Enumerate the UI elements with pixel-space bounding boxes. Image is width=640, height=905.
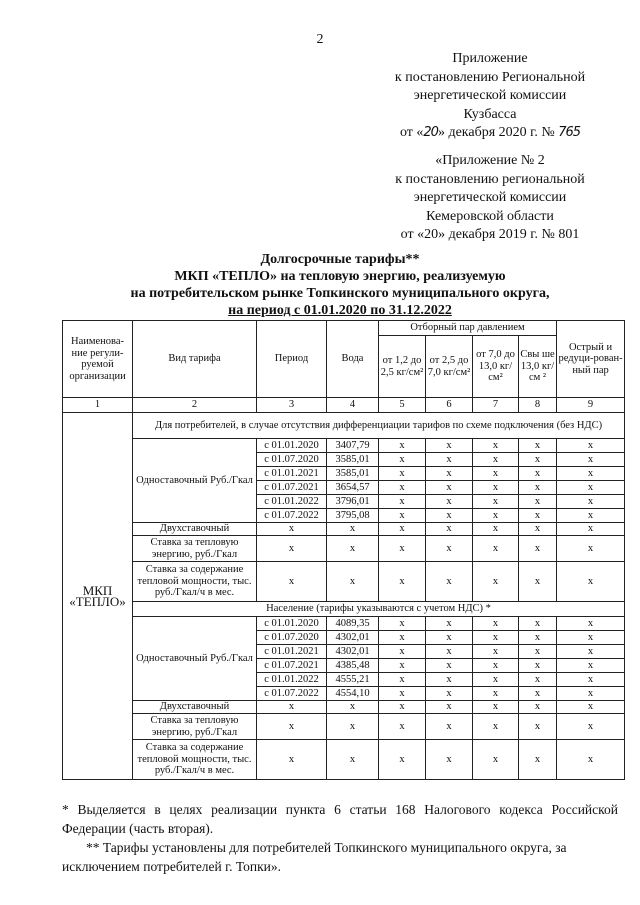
x-cell: х <box>557 481 625 495</box>
document-title: Долгосрочные тарифы** МКП «ТЕПЛО» на тепловую энергию, реализуемую на потребительском рынке Топкинского муниципального округа, на период с 01.01.2020 по 31.12.2022 <box>130 252 550 318</box>
period-cell: с 01.01.2020 <box>257 617 327 631</box>
x-cell: х <box>519 439 557 453</box>
column-number: 5 <box>379 398 426 413</box>
x-cell: х <box>257 562 327 602</box>
page-number: 2 <box>316 32 324 47</box>
period-cell: с 01.07.2022 <box>257 687 327 701</box>
x-cell: х <box>473 453 519 467</box>
two-rate-label: Двухставочный <box>133 523 257 536</box>
annex-line: Кемеровской области <box>426 208 554 224</box>
period-cell: с 01.01.2022 <box>257 673 327 687</box>
annex-header <box>370 50 610 143</box>
x-cell: х <box>519 481 557 495</box>
x-cell: х <box>473 495 519 509</box>
x-cell: х <box>426 453 473 467</box>
column-number: 9 <box>557 398 625 413</box>
single-rate-label: Одноставочный Руб./Гкал <box>133 439 257 523</box>
period-cell: с 01.01.2021 <box>257 467 327 481</box>
column-number: 1 <box>63 398 133 413</box>
x-cell: х <box>426 687 473 701</box>
header-tariff-type: Вид тарифа <box>133 321 257 398</box>
header-steam-group: Отборный пар давлением <box>379 321 557 336</box>
x-cell: х <box>473 701 519 714</box>
column-numbers-row <box>63 398 625 413</box>
water-value: 4089,35 <box>327 617 379 631</box>
table-row <box>63 439 625 453</box>
table-row <box>63 617 625 631</box>
x-cell: х <box>519 523 557 536</box>
x-cell: х <box>426 714 473 740</box>
x-cell: х <box>519 509 557 523</box>
capacity-rate-label: Ставка за содержание тепловой мощности, тыс. руб./Гкал/ч в мес. <box>133 740 257 780</box>
water-value: 3585,01 <box>327 467 379 481</box>
x-cell: х <box>257 536 327 562</box>
x-cell: х <box>519 617 557 631</box>
header-period: Период <box>257 321 327 398</box>
water-value: 4302,01 <box>327 645 379 659</box>
x-cell: х <box>557 453 625 467</box>
x-cell: х <box>379 536 426 562</box>
x-cell: х <box>519 714 557 740</box>
x-cell: х <box>557 495 625 509</box>
x-cell: х <box>327 714 379 740</box>
annex-line: Кузбасса <box>463 106 517 122</box>
x-cell: х <box>519 687 557 701</box>
x-cell: х <box>257 714 327 740</box>
x-cell: х <box>379 645 426 659</box>
water-value: 3796,01 <box>327 495 379 509</box>
x-cell: х <box>557 562 625 602</box>
x-cell: х <box>379 562 426 602</box>
header-steam-3: от 7,0 до 13,0 кг/см² <box>473 336 519 398</box>
x-cell: х <box>426 631 473 645</box>
handwritten-number: 765 <box>558 125 581 140</box>
x-cell: х <box>473 467 519 481</box>
header-steam-4: Свы ше 13,0 кг/см ² <box>519 336 557 398</box>
section-title-row <box>63 602 625 617</box>
water-value: 3585,01 <box>327 453 379 467</box>
water-value: 3407,79 <box>327 439 379 453</box>
x-cell: х <box>379 631 426 645</box>
x-cell: х <box>519 453 557 467</box>
x-cell: х <box>426 439 473 453</box>
x-cell: х <box>426 467 473 481</box>
water-value: 3795,08 <box>327 509 379 523</box>
period-cell: с 01.01.2020 <box>257 439 327 453</box>
x-cell: х <box>557 673 625 687</box>
x-cell: х <box>557 687 625 701</box>
x-cell: х <box>473 523 519 536</box>
water-value: 4554,10 <box>327 687 379 701</box>
x-cell: х <box>557 439 625 453</box>
section-title: Для потребителей, в случае отсутствия дифференциации тарифов по схеме подключения (без НДС) <box>133 413 625 439</box>
annex-date-line: от «20» декабря 2020 г. № 765 <box>399 125 581 140</box>
x-cell: х <box>379 523 426 536</box>
x-cell: х <box>557 645 625 659</box>
table-header-row <box>63 321 625 336</box>
period-cell: с 01.07.2022 <box>257 509 327 523</box>
header-sharp-steam: Острый и редуци-рован-ный пар <box>557 321 625 398</box>
capacity-rate-row <box>63 562 625 602</box>
footnote-consumers: ** Тарифы установлены для потребителей Топкинского муниципального округа, за исключением потребителей г. Топки». <box>62 840 567 874</box>
x-cell: х <box>426 659 473 673</box>
x-cell: х <box>327 536 379 562</box>
annex-line: от «20» декабря 2019 г. № 801 <box>400 227 580 242</box>
x-cell: х <box>557 536 625 562</box>
single-rate-label: Одноставочный Руб./Гкал <box>133 617 257 701</box>
section-title: Население (тарифы указываются с учетом НДС) * <box>133 602 625 617</box>
capacity-rate-label: Ставка за содержание тепловой мощности, тыс. руб./Гкал/ч в мес. <box>133 562 257 602</box>
period-cell: с 01.01.2021 <box>257 645 327 659</box>
column-number: 6 <box>426 398 473 413</box>
x-cell: х <box>426 495 473 509</box>
x-cell: х <box>557 523 625 536</box>
heat-rate-row <box>63 714 625 740</box>
organization-name: МКП «ТЕПЛО» <box>63 413 133 780</box>
heat-rate-label: Ставка за тепловую энергию, руб./Гкал <box>133 714 257 740</box>
two-rate-row <box>63 523 625 536</box>
x-cell: х <box>327 740 379 780</box>
heat-rate-row <box>63 536 625 562</box>
two-rate-label: Двухставочный <box>133 701 257 714</box>
x-cell: х <box>557 701 625 714</box>
header-steam-2: от 2,5 до 7,0 кг/см² <box>426 336 473 398</box>
period-cell: с 01.07.2020 <box>257 631 327 645</box>
x-cell: х <box>327 701 379 714</box>
annex-line: энергетической комиссии <box>413 190 567 205</box>
x-cell: х <box>379 659 426 673</box>
x-cell: х <box>426 701 473 714</box>
x-cell: х <box>257 740 327 780</box>
column-number: 4 <box>327 398 379 413</box>
x-cell: х <box>473 673 519 687</box>
annex-line: к постановлению Региональной <box>394 69 586 85</box>
annex-reference <box>370 152 610 245</box>
x-cell: х <box>557 740 625 780</box>
period-cell: с 01.01.2022 <box>257 495 327 509</box>
column-number: 8 <box>519 398 557 413</box>
x-cell: х <box>426 645 473 659</box>
section-title-row <box>63 413 625 439</box>
x-cell: х <box>557 509 625 523</box>
x-cell: х <box>557 714 625 740</box>
capacity-rate-row <box>63 740 625 780</box>
annex-line: «Приложение № 2 <box>435 153 545 168</box>
x-cell: х <box>379 453 426 467</box>
x-cell: х <box>557 467 625 481</box>
header-water: Вода <box>327 321 379 398</box>
footnote-vat: * Выделяется в целях реализации пункта 6 статьи 168 Налогового кодекса Российской Федерации (часть вторая). <box>62 802 618 836</box>
x-cell: х <box>473 481 519 495</box>
x-cell: х <box>327 523 379 536</box>
x-cell: х <box>379 509 426 523</box>
x-cell: х <box>519 673 557 687</box>
x-cell: х <box>327 562 379 602</box>
x-cell: х <box>473 536 519 562</box>
x-cell: х <box>519 645 557 659</box>
x-cell: х <box>426 481 473 495</box>
heat-rate-label: Ставка за тепловую энергию, руб./Гкал <box>133 536 257 562</box>
period-cell: с 01.07.2021 <box>257 659 327 673</box>
x-cell: х <box>379 481 426 495</box>
x-cell: х <box>519 562 557 602</box>
x-cell: х <box>473 659 519 673</box>
tariff-table <box>62 320 625 780</box>
x-cell: х <box>557 631 625 645</box>
x-cell: х <box>519 740 557 780</box>
annex-line: энергетической комиссии <box>413 88 567 103</box>
x-cell: х <box>426 562 473 602</box>
x-cell: х <box>473 562 519 602</box>
x-cell: х <box>426 536 473 562</box>
annex-line: Приложение <box>452 51 528 66</box>
period-cell: с 01.07.2020 <box>257 453 327 467</box>
x-cell: х <box>379 673 426 687</box>
x-cell: х <box>379 439 426 453</box>
x-cell: х <box>519 467 557 481</box>
water-value: 4385,48 <box>327 659 379 673</box>
x-cell: х <box>473 687 519 701</box>
water-value: 4302,01 <box>327 631 379 645</box>
x-cell: х <box>473 631 519 645</box>
two-rate-row <box>63 701 625 714</box>
x-cell: х <box>426 673 473 687</box>
x-cell: х <box>426 740 473 780</box>
x-cell: х <box>473 509 519 523</box>
footnotes <box>62 800 618 876</box>
x-cell: х <box>519 495 557 509</box>
x-cell: х <box>426 617 473 631</box>
header-steam-1: от 1,2 до 2,5 кг/см² <box>379 336 426 398</box>
header-org: Наименова-ние регули-руемой организации <box>63 321 133 398</box>
water-value: 4555,21 <box>327 673 379 687</box>
x-cell: х <box>519 659 557 673</box>
x-cell: х <box>473 439 519 453</box>
annex-line: к постановлению региональной <box>395 171 585 187</box>
x-cell: х <box>473 645 519 659</box>
x-cell: х <box>473 740 519 780</box>
x-cell: х <box>257 523 327 536</box>
handwritten-day: 20 <box>423 125 438 140</box>
x-cell: х <box>557 659 625 673</box>
x-cell: х <box>519 701 557 714</box>
x-cell: х <box>379 687 426 701</box>
water-value: 3654,57 <box>327 481 379 495</box>
x-cell: х <box>379 714 426 740</box>
x-cell: х <box>519 631 557 645</box>
x-cell: х <box>426 523 473 536</box>
x-cell: х <box>257 701 327 714</box>
x-cell: х <box>557 617 625 631</box>
column-number: 3 <box>257 398 327 413</box>
x-cell: х <box>473 617 519 631</box>
x-cell: х <box>379 495 426 509</box>
x-cell: х <box>379 740 426 780</box>
x-cell: х <box>379 467 426 481</box>
x-cell: х <box>379 701 426 714</box>
column-number: 7 <box>473 398 519 413</box>
x-cell: х <box>426 509 473 523</box>
x-cell: х <box>519 536 557 562</box>
x-cell: х <box>473 714 519 740</box>
x-cell: х <box>379 617 426 631</box>
period-cell: с 01.07.2021 <box>257 481 327 495</box>
column-number: 2 <box>133 398 257 413</box>
